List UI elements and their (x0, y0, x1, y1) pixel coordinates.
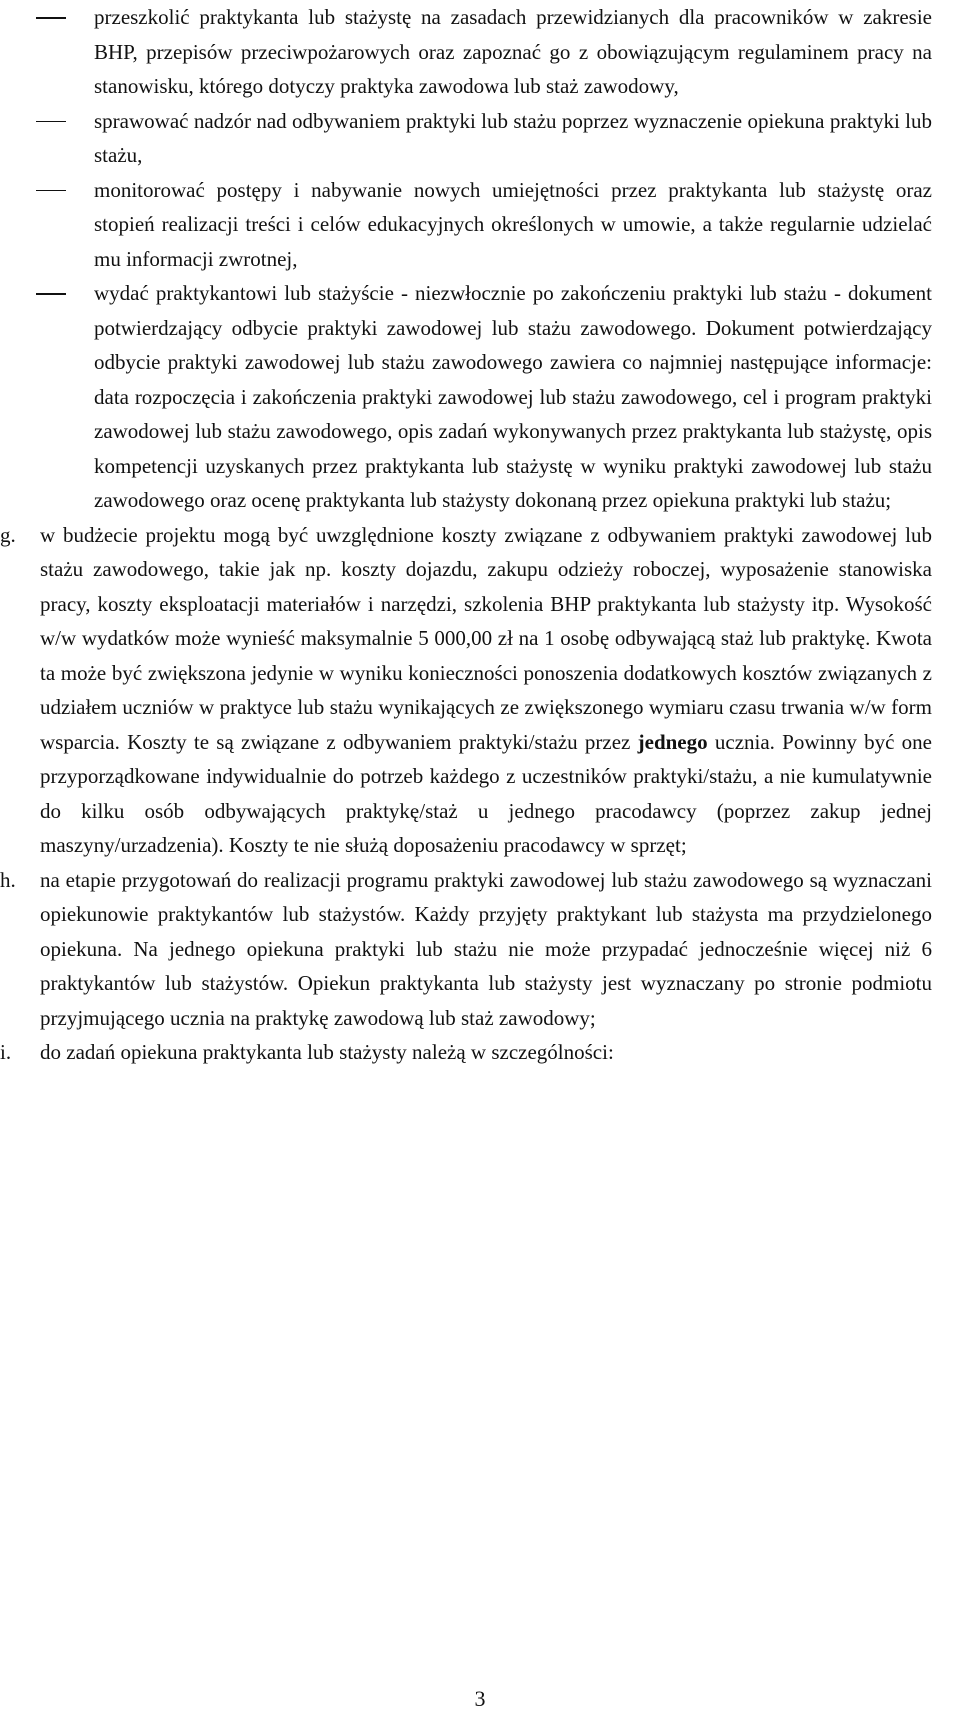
list-marker: g. (0, 522, 16, 547)
list-item-g (0, 518, 933, 863)
list-item-text: na etapie przygotowań do realizacji programu praktyki zawodowej lub stażu zawodowego są wyznaczani opiekunowie praktykantów lub stażystów. Każdy przyjęty praktykant lub stażysta ma przydzielonego opiekuna. Na jednego opiekuna praktyki lub stażu nie może przypadać jednocześnie więcej niż 6 praktykantów lub stażystów. Opiekun praktykanta lub stażysty jest wyznaczany po stronie podmiotu przyjmującego ucznia na praktykę zawodową lub staż zawodowy; (40, 867, 932, 1030)
dash-item-text: wydać praktykantowi lub stażyście - niezwłocznie po zakończeniu praktyki lub stażu - dokument potwierdzający odbycie praktyki zawodowej lub stażu zawodowego. Dokument potwierdzający odbycie praktyki zawodowej lub stażu zawodowego zawiera co najmniej następujące informacje: data rozpoczęcia i zakończenia praktyki zawodowej lub stażu zawodowego, cel i program praktyki zawodowej lub stażu zawodowego, opis zadań wykonywanych przez praktykanta lub stażystę, opis kompetencji uzyskanych przez praktykanta lub stażystę w wyniku praktyki zawodowej lub stażu zawodowego oraz ocenę praktykanta lub stażysty dokonaną przez opiekuna praktyki lub stażu; (94, 281, 932, 512)
dash-item-certificate (94, 276, 932, 518)
list-item-i (0, 1035, 932, 1070)
dash-list (0, 0, 932, 518)
list-item-text-part: ucznia. Powinny być one przyporządkowane indywidualnie do potrzeb każdego z uczestników praktyki/stażu, a nie kumulatywnie do kilku osób odbywających praktykę/staż u jednego pracodawcy (poprzez zakup jednej maszyny/urzadzenia). Koszty te nie służą doposażeniu pracodawcy w sprzęt; (40, 729, 933, 857)
list-item-h (0, 863, 932, 1036)
dash-item-monitor (94, 173, 932, 277)
list-marker: i. (0, 1040, 12, 1064)
dash-item-retrain (94, 0, 932, 104)
page-number: 3 (474, 1686, 486, 1711)
dash-item-text: monitorować postępy i nabywanie nowych umiejętności przez praktykanta lub stażystę oraz stopień realizacji treści i celów edukacyjnych określonych w umowie, a także regularnie udzielać mu informacji zwrotnej, (94, 177, 932, 271)
list-item-text: do zadań opiekuna praktykanta lub stażysty należą w szczególności: (40, 1040, 614, 1064)
dash-item-text: sprawować nadzór nad odbywaniem praktyki lub stażu poprzez wyznaczenie opiekuna praktyki lub stażu, (94, 108, 932, 167)
list-item-text-part: w budżecie projektu mogą być uwzględnione koszty związane z odbywaniem praktyki zawodowej lub stażu zawodowego, takie jak np. koszty dojazdu, zakupu odzieży roboczej, wyposażenie stanowiska pracy, koszty eksploatacji materiałów i narzędzi, szkolenia BHP praktykanta lub stażysty itp. Wysokość w/w wydatków może wynieść maksymalnie 5 000,00 zł na 1 osobę odbywającą staż lub praktykę. Kwota ta może być zwiększona jedynie w wyniku konieczności ponoszenia dodatkowych kosztów związanych z udziałem uczniów w praktyce lub stażu wynikających ze zwiększonego wymiaru czasu trwania w/w form wsparcia. Koszty te są związane z odbywaniem praktyki/stażu przez (40, 522, 932, 754)
dash-item-text: przeszkolić praktykanta lub stażystę na zasadach przewidzianych dla pracowników w zakresie BHP, przepisów przeciwpożarowych oraz zapoznać go z obowiązującym regulaminem pracy na stanowisku, którego dotyczy praktyka zawodowa lub staż zawodowy, (94, 5, 932, 98)
list-marker: h. (0, 867, 16, 892)
bold-word: jednego (637, 729, 708, 754)
dash-item-supervise (94, 104, 932, 173)
lettered-list (0, 518, 932, 1070)
